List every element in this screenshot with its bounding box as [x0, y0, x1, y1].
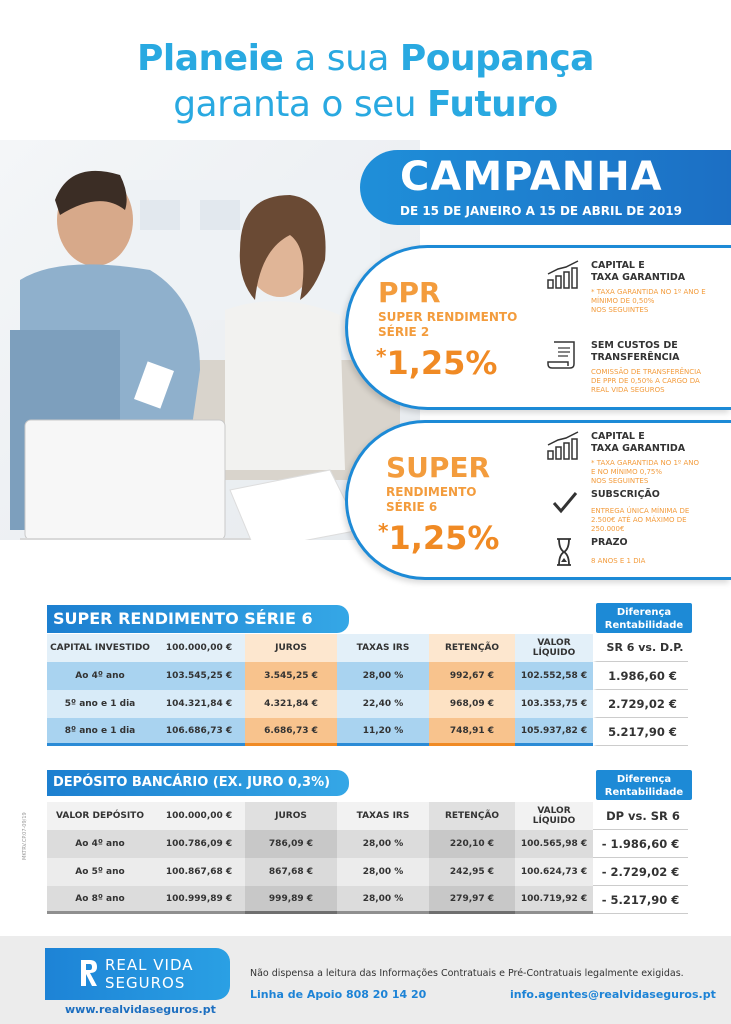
headline-word: Poupança: [399, 38, 594, 79]
diff-label-line: Diferença: [616, 607, 672, 618]
ppr-feature-transfer: [546, 340, 731, 400]
table-header-cell: RETENÇÃO: [429, 634, 515, 662]
super-feature-subscription: [546, 489, 731, 537]
table-cell: - 1.986,60 €: [593, 830, 688, 858]
table-cell: 999,89 €: [245, 886, 337, 914]
table-cell: 28,00 %: [337, 858, 429, 886]
table-cell: 786,09 €: [245, 830, 337, 858]
table-cell: 992,67 €: [429, 662, 515, 690]
feature-desc-line: NOS SEGUINTES: [591, 477, 649, 485]
table-row: [47, 886, 688, 914]
feature-desc-line: REAL VIDA SEGUROS: [591, 386, 665, 394]
feature-title: [591, 431, 685, 455]
table-cell: 28,00 %: [337, 830, 429, 858]
table-header-cell: 100.000,00 €: [153, 802, 245, 830]
table-cell: 22,40 %: [337, 690, 429, 718]
ppr-rate-value: 1,25%: [386, 344, 498, 382]
table-cell: 279,97 €: [429, 886, 515, 914]
real-vida-logo: [45, 948, 230, 1000]
campaign-title: CAMPANHA: [400, 154, 663, 200]
table-cell: Ao 8º ano: [47, 886, 153, 914]
table-header-cell: RETENÇÃO: [429, 802, 515, 830]
table-header-cell: TAXAS IRS: [337, 802, 429, 830]
table1: [47, 634, 688, 746]
feature-desc-line: DE PPR DE 0,50% A CARGO DA: [591, 377, 700, 385]
diff-label-line: Diferença: [616, 774, 672, 785]
diff-label-line: Rentabilidade: [604, 787, 684, 798]
table-cell: 100.719,92 €: [515, 886, 593, 914]
table-cell: 8º ano e 1 dia: [47, 718, 153, 746]
feature-title-line: TRANSFERÊNCIA: [591, 352, 680, 363]
checkmark-icon: [546, 489, 582, 519]
table-cell: 1.986,60 €: [593, 662, 688, 690]
super-feature-term: [546, 537, 731, 577]
helpline: Linha de Apoio 808 20 14 20: [250, 988, 427, 1001]
table-header-cell: VALOR LÍQUIDO: [515, 802, 593, 830]
table-row: [47, 718, 688, 746]
table-cell: 5º ano e 1 dia: [47, 690, 153, 718]
table-cell: 100.786,09 €: [153, 830, 245, 858]
ppr-subtitle-line: SUPER RENDIMENTO: [378, 310, 518, 324]
feature-title-line: CAPITAL E: [591, 431, 645, 442]
table1-diff-label: [596, 603, 692, 633]
super-subtitle-line: SÉRIE 6: [386, 500, 438, 514]
ppr-card: [345, 245, 731, 410]
table-cell: 968,09 €: [429, 690, 515, 718]
table-cell: 748,91 €: [429, 718, 515, 746]
feature-title-line: TAXA GARANTIDA: [591, 443, 686, 454]
document-code: MKTRV.CP.07-09/19: [22, 812, 28, 860]
super-rate-value: 1,25%: [388, 519, 500, 557]
table-header-cell: DP vs. SR 6: [593, 802, 688, 830]
feature-desc-line: 8 ANOS E 1 DIA: [591, 557, 646, 565]
table-cell: 2.729,02 €: [593, 690, 688, 718]
table-cell: 100.624,73 €: [515, 858, 593, 886]
table-cell: 6.686,73 €: [245, 718, 337, 746]
table2-title: DEPÓSITO BANCÁRIO (EX. JURO 0,3%): [47, 770, 349, 796]
table-row: [47, 690, 688, 718]
feature-title-line: SEM CUSTOS DE: [591, 340, 678, 351]
hourglass-icon: [546, 537, 582, 567]
ppr-rate: *1,25%: [376, 344, 498, 382]
headline-line-1: [0, 36, 731, 82]
table-cell: Ao 4º ano: [47, 830, 153, 858]
ppr-subtitle-line: SÉRIE 2: [378, 325, 430, 339]
super-subtitle: [386, 485, 476, 515]
table-cell: 28,00 %: [337, 886, 429, 914]
growth-chart-icon: [546, 260, 582, 290]
campaign-banner: [360, 150, 731, 225]
feature-desc: [591, 507, 729, 534]
table2-diff-label: [596, 770, 692, 800]
table-cell: 11,20 %: [337, 718, 429, 746]
table-cell: 106.686,73 €: [153, 718, 245, 746]
table-cell: 100.999,89 €: [153, 886, 245, 914]
super-card: [345, 420, 731, 580]
feature-desc-line: COMISSÃO DE TRANSFERÊNCIA: [591, 368, 701, 376]
table-cell: Ao 5º ano: [47, 858, 153, 886]
table2: [47, 802, 688, 914]
diff-label-line: Rentabilidade: [604, 620, 684, 631]
table-header-cell: JUROS: [245, 634, 337, 662]
feature-title: [591, 537, 628, 549]
scroll-document-icon: [546, 340, 582, 370]
table-cell: 5.217,90 €: [593, 718, 688, 746]
feature-title: [591, 340, 680, 364]
headline-line-2: [0, 82, 731, 128]
table-cell: 103.353,75 €: [515, 690, 593, 718]
ppr-feature-capital: [546, 260, 731, 320]
logo-mark-icon: [79, 958, 99, 988]
table-cell: 242,95 €: [429, 858, 515, 886]
headline-word: Futuro: [427, 84, 558, 125]
ppr-subtitle: [378, 310, 517, 340]
feature-desc-line: NOS SEGUINTES: [591, 306, 649, 314]
table-header-cell: JUROS: [245, 802, 337, 830]
table-header-cell: TAXAS IRS: [337, 634, 429, 662]
feature-desc-line: * TAXA GARANTIDA NO 1º ANO E: [591, 288, 706, 296]
growth-chart-icon: [546, 431, 582, 461]
feature-title-line: CAPITAL E: [591, 260, 645, 271]
feature-desc: [591, 557, 729, 566]
table-cell: 103.545,25 €: [153, 662, 245, 690]
table-cell: - 2.729,02 €: [593, 858, 688, 886]
feature-desc-line: ENTREGA ÚNICA MÍNIMA DE: [591, 507, 690, 515]
super-feature-capital: [546, 431, 731, 483]
table-header-row: [47, 634, 688, 662]
super-subtitle-line: RENDIMENTO: [386, 485, 477, 499]
headline: [0, 36, 731, 128]
feature-desc-line: 2.500€ ATÉ AO MÁXIMO DE: [591, 516, 687, 524]
website-link[interactable]: www.realvidaseguros.pt: [65, 1003, 216, 1016]
feature-desc-line: MÍNIMO DE 0,50%: [591, 297, 655, 305]
table-cell: 105.937,82 €: [515, 718, 593, 746]
feature-title-line: TAXA GARANTIDA: [591, 272, 686, 283]
table-header-cell: VALOR LÍQUIDO: [515, 634, 593, 662]
logo-text: REAL VIDA: [105, 956, 194, 974]
feature-desc: [591, 368, 729, 395]
table-cell: 867,68 €: [245, 858, 337, 886]
table1-title: SUPER RENDIMENTO SÉRIE 6: [47, 605, 349, 633]
table-cell: 102.552,58 €: [515, 662, 593, 690]
table-cell: 100.867,68 €: [153, 858, 245, 886]
feature-title: [591, 260, 685, 284]
table-cell: 28,00 %: [337, 662, 429, 690]
headline-word: Planeie: [137, 38, 284, 79]
table-header-cell: SR 6 vs. D.P.: [593, 634, 688, 662]
table-header-row: [47, 802, 688, 830]
table-cell: 100.565,98 €: [515, 830, 593, 858]
logo-text: SEGUROS: [105, 974, 186, 992]
table-cell: 220,10 €: [429, 830, 515, 858]
feature-desc: [591, 288, 729, 315]
ppr-name: PPR: [378, 276, 441, 309]
feature-desc-line: * TAXA GARANTIDA NO 1º ANO: [591, 459, 699, 467]
headline-word: garanta o seu: [173, 84, 428, 125]
table-cell: 104.321,84 €: [153, 690, 245, 718]
super-name: SUPER: [386, 451, 491, 484]
campaign-dates: DE 15 DE JANEIRO A 15 DE ABRIL DE 2019: [400, 204, 682, 218]
email-link[interactable]: info.agentes@realvidaseguros.pt: [510, 988, 716, 1001]
table-cell: 4.321,84 €: [245, 690, 337, 718]
table-header-cell: 100.000,00 €: [153, 634, 245, 662]
table-row: [47, 830, 688, 858]
feature-desc: [591, 459, 729, 486]
table-row: [47, 662, 688, 690]
table-header-cell: VALOR DEPÓSITO: [47, 802, 153, 830]
disclaimer: Não dispensa a leitura das Informações Contratuais e Pré-Contratuais legalmente exigidas.: [250, 968, 684, 979]
feature-title-line: PRAZO: [591, 537, 628, 548]
table-cell: - 5.217,90 €: [593, 886, 688, 914]
table-cell: 3.545,25 €: [245, 662, 337, 690]
feature-desc-line: E NO MÍNIMO 0,75%: [591, 468, 663, 476]
headline-word: a sua: [283, 38, 400, 79]
table-cell: Ao 4º ano: [47, 662, 153, 690]
feature-desc-line: 250.000€: [591, 525, 625, 533]
super-rate: *1,25%: [378, 519, 500, 557]
table-header-cell: CAPITAL INVESTIDO: [47, 634, 153, 662]
feature-title-line: SUBSCRIÇÃO: [591, 489, 660, 500]
feature-title: [591, 489, 660, 501]
table-row: [47, 858, 688, 886]
